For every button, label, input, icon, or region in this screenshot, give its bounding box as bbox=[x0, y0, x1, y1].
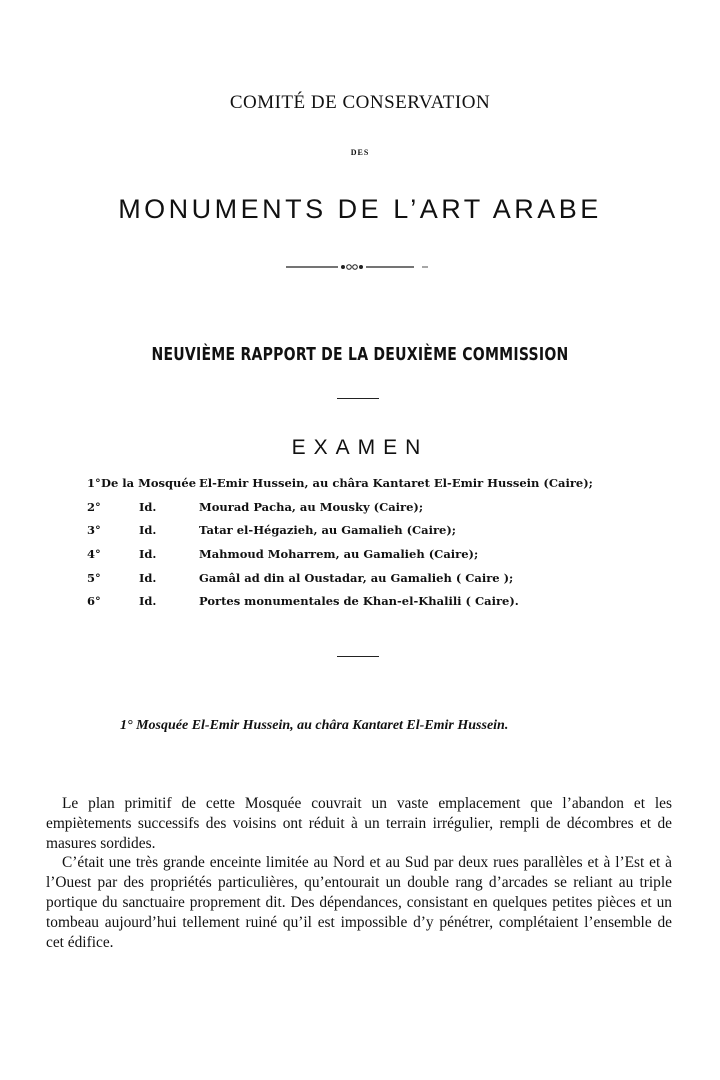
item-reference: Id. bbox=[139, 570, 157, 585]
list-item bbox=[84, 547, 644, 571]
monuments-heading: MONUMENTS DE L’ART ARABE bbox=[118, 194, 602, 224]
report-title: NEUVIÈME RAPPORT DE LA DEUXIÈME COMMISSION bbox=[151, 344, 569, 365]
item-number: 3° bbox=[87, 523, 101, 538]
item-text: Portes monumentales de Khan-el-Khalili ( Caire). bbox=[199, 594, 519, 609]
item-number: 1° bbox=[87, 476, 101, 490]
item-text: Tatar el-Hégazieh, au Gamalieh (Caire); bbox=[199, 523, 457, 538]
item-reference: Id. bbox=[139, 594, 157, 609]
item-reference: Id. bbox=[139, 547, 157, 562]
ornament-divider bbox=[286, 262, 436, 272]
item-number: 5° bbox=[87, 570, 101, 585]
item-text: Mourad Pacha, au Mousky (Caire); bbox=[199, 499, 424, 514]
list-item bbox=[84, 476, 644, 500]
item-reference: Id. bbox=[139, 499, 157, 514]
item-number: 4° bbox=[87, 547, 101, 562]
item-number: 2° bbox=[87, 499, 101, 514]
item-text: Gamâl ad din al Oustadar, au Gamalieh ( Caire ); bbox=[199, 570, 514, 585]
item-reference: De la Mosquée bbox=[101, 476, 197, 490]
item-text: Mahmoud Moharrem, au Gamalieh (Caire); bbox=[199, 547, 479, 562]
item-reference: Id. bbox=[139, 523, 157, 538]
item-number: 6° bbox=[87, 594, 101, 609]
list-item bbox=[84, 594, 644, 618]
list-item bbox=[84, 523, 644, 547]
committee-heading: COMITÉ DE CONSERVATION bbox=[229, 92, 491, 113]
paragraph: Le plan primitif de cette Mosquée couvrait un vaste emplacement que l’abandon et les empiètements successifs des voisins ont réduit à un terrain irrégulier, rempli de décombres et de masures sordides. bbox=[46, 795, 672, 852]
list-item bbox=[84, 571, 644, 595]
section-subtitle: 1° Mosquée El-Emir Hussein, au châra Kantaret El-Emir Hussein. bbox=[120, 718, 509, 733]
examen-title: EXAMEN bbox=[291, 436, 429, 459]
list-item bbox=[84, 500, 644, 524]
divider-rule bbox=[337, 656, 379, 657]
des-connector: DES bbox=[350, 148, 370, 157]
divider-rule bbox=[337, 398, 379, 399]
examen-list bbox=[84, 476, 644, 618]
body-text bbox=[46, 794, 672, 952]
paragraph: C’était une très grande enceinte limitée au Nord et au Sud par deux rues parallèles et à l’Est et à l’Ouest par des propriétés particulières, qu’entourait un double rang d’arcades se reliant au triple portique du sanctuaire proprement dit. Des dépendances, consistant en quelques petites pièces et un tombeau aujourd’hui tellement ruiné qu’il est impossible d’y pénétrer, complétaient l’ensemble de cet édifice. bbox=[46, 854, 672, 951]
item-text: El-Emir Hussein, au châra Kantaret El-Emir Hussein (Caire); bbox=[199, 476, 593, 490]
